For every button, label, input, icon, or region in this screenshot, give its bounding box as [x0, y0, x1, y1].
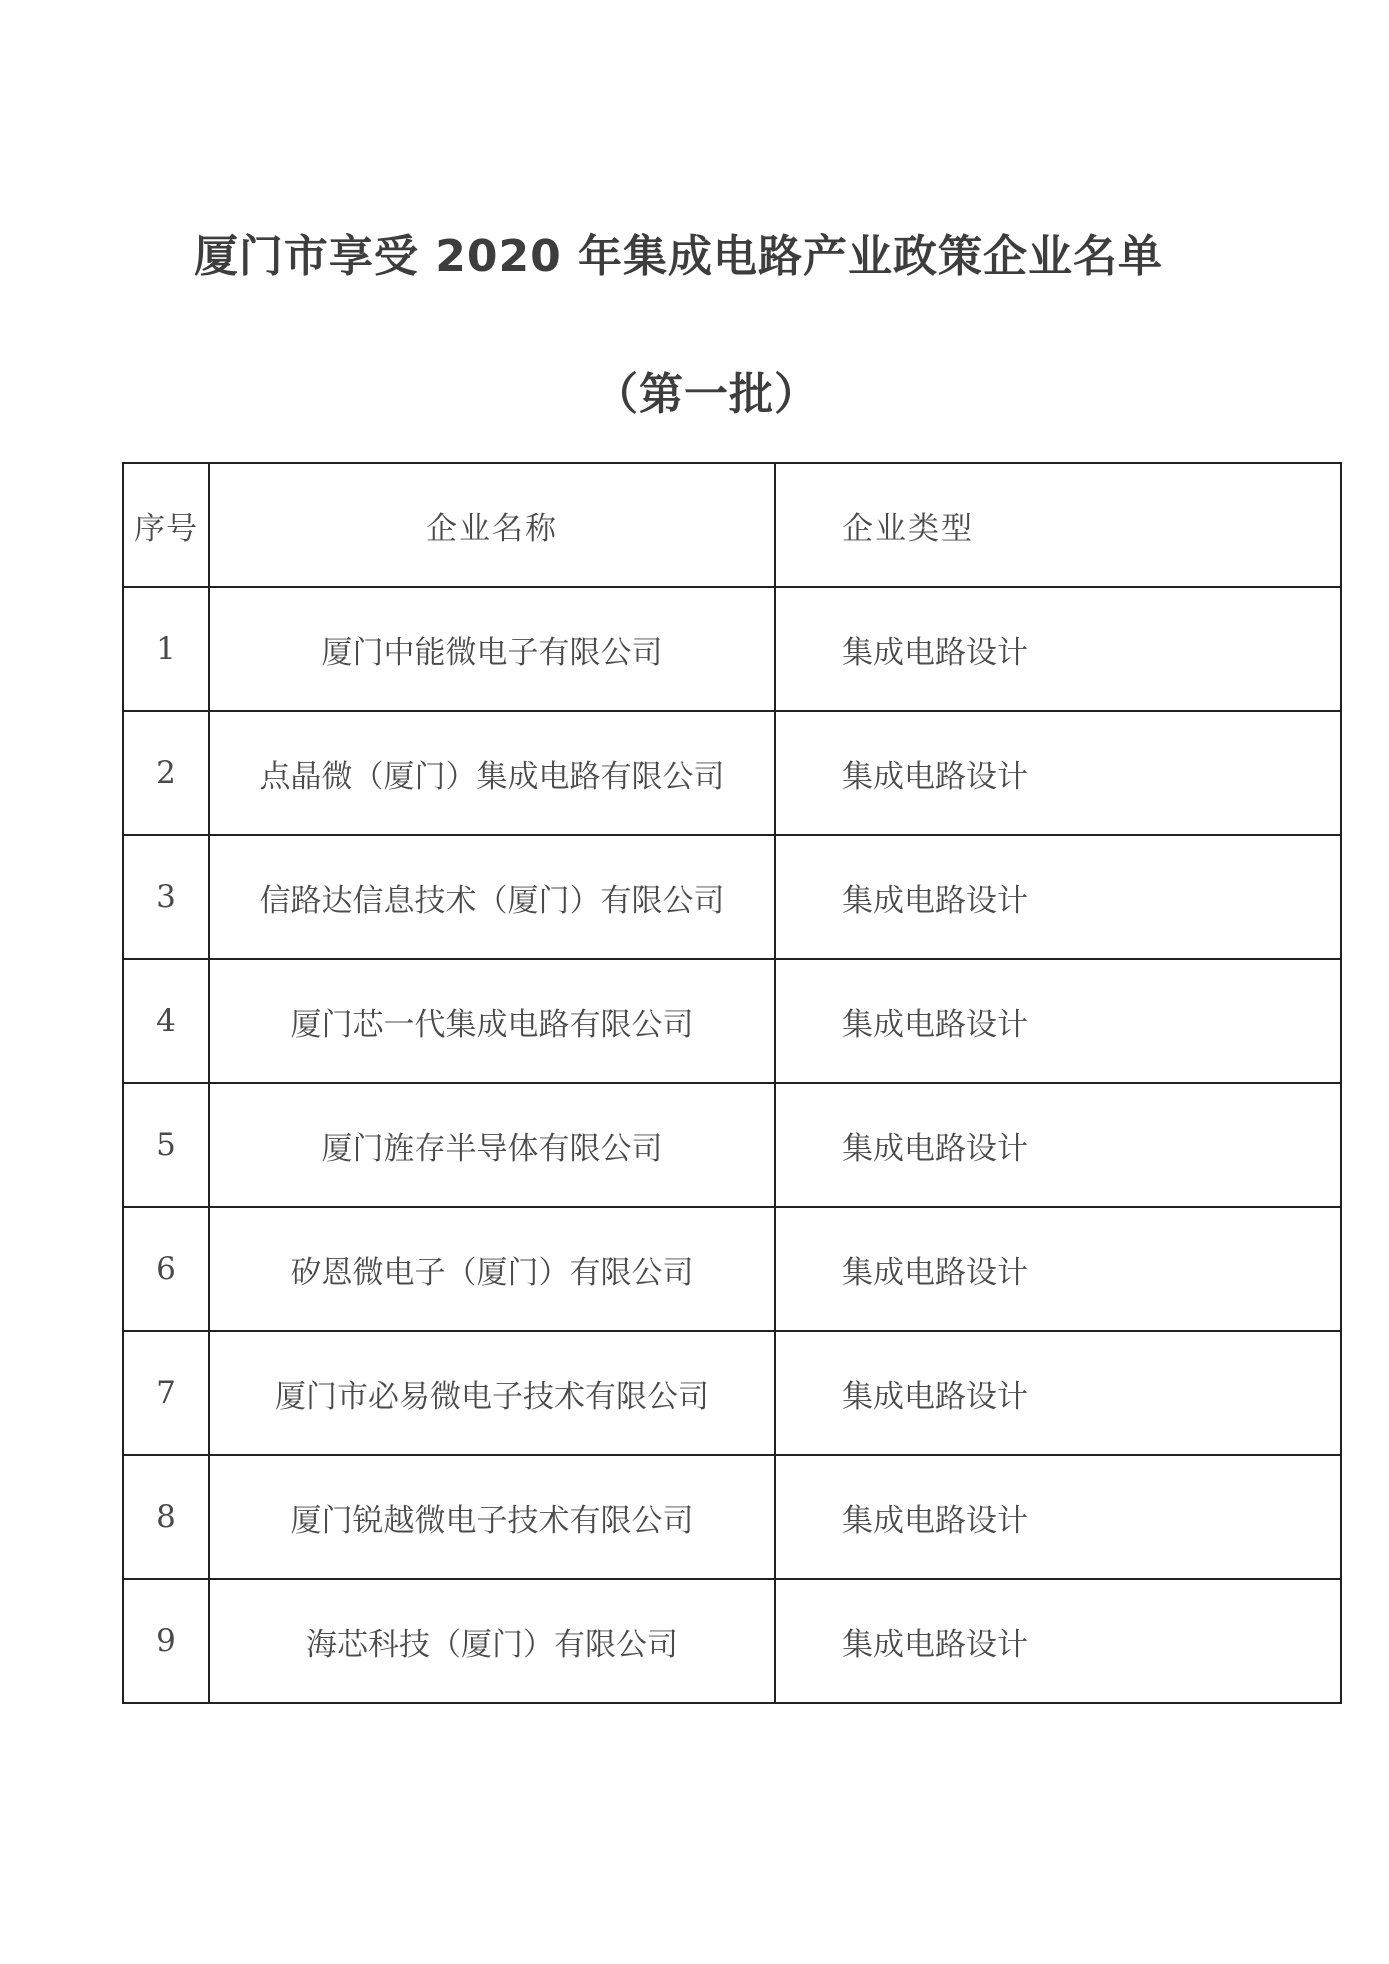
row-company-type: 集成电路设计	[775, 1579, 1341, 1703]
row-company-name: 厦门中能微电子有限公司	[209, 587, 775, 711]
table-row	[123, 587, 1341, 711]
row-company-name: 厦门市必易微电子技术有限公司	[209, 1331, 775, 1455]
row-index: 6	[123, 1207, 209, 1331]
table-row	[123, 1207, 1341, 1331]
row-company-type: 集成电路设计	[775, 587, 1341, 711]
table-row	[123, 1083, 1341, 1207]
header-company-type: 企业类型	[775, 463, 1341, 587]
row-company-type: 集成电路设计	[775, 835, 1341, 959]
row-index: 4	[123, 959, 209, 1083]
row-index: 1	[123, 587, 209, 711]
row-company-type: 集成电路设计	[775, 1331, 1341, 1455]
table-row	[123, 959, 1341, 1083]
table-row	[123, 1331, 1341, 1455]
document-title: 厦门市享受 2020 年集成电路产业政策企业名单	[193, 231, 1164, 282]
row-index: 8	[123, 1455, 209, 1579]
table-row	[123, 711, 1341, 835]
row-company-name: 矽恩微电子（厦门）有限公司	[209, 1207, 775, 1331]
row-index: 7	[123, 1331, 209, 1455]
row-company-type: 集成电路设计	[775, 711, 1341, 835]
header-company-name: 企业名称	[209, 463, 775, 587]
row-company-type: 集成电路设计	[775, 1083, 1341, 1207]
row-company-name: 信路达信息技术（厦门）有限公司	[209, 835, 775, 959]
row-company-name: 点晶微（厦门）集成电路有限公司	[209, 711, 775, 835]
row-index: 3	[123, 835, 209, 959]
table-header-row	[123, 463, 1341, 587]
table-row	[123, 1455, 1341, 1579]
company-list-table	[122, 462, 1342, 1704]
row-index: 5	[123, 1083, 209, 1207]
table-row	[123, 1579, 1341, 1703]
row-company-name: 厦门芯一代集成电路有限公司	[209, 959, 775, 1083]
row-index: 9	[123, 1579, 209, 1703]
document-subtitle: （第一批）	[594, 369, 819, 420]
table-row	[123, 835, 1341, 959]
row-company-type: 集成电路设计	[775, 959, 1341, 1083]
row-index: 2	[123, 711, 209, 835]
row-company-type: 集成电路设计	[775, 1207, 1341, 1331]
row-company-type: 集成电路设计	[775, 1455, 1341, 1579]
row-company-name: 海芯科技（厦门）有限公司	[209, 1579, 775, 1703]
header-index: 序号	[123, 463, 209, 587]
row-company-name: 厦门锐越微电子技术有限公司	[209, 1455, 775, 1579]
row-company-name: 厦门旌存半导体有限公司	[209, 1083, 775, 1207]
